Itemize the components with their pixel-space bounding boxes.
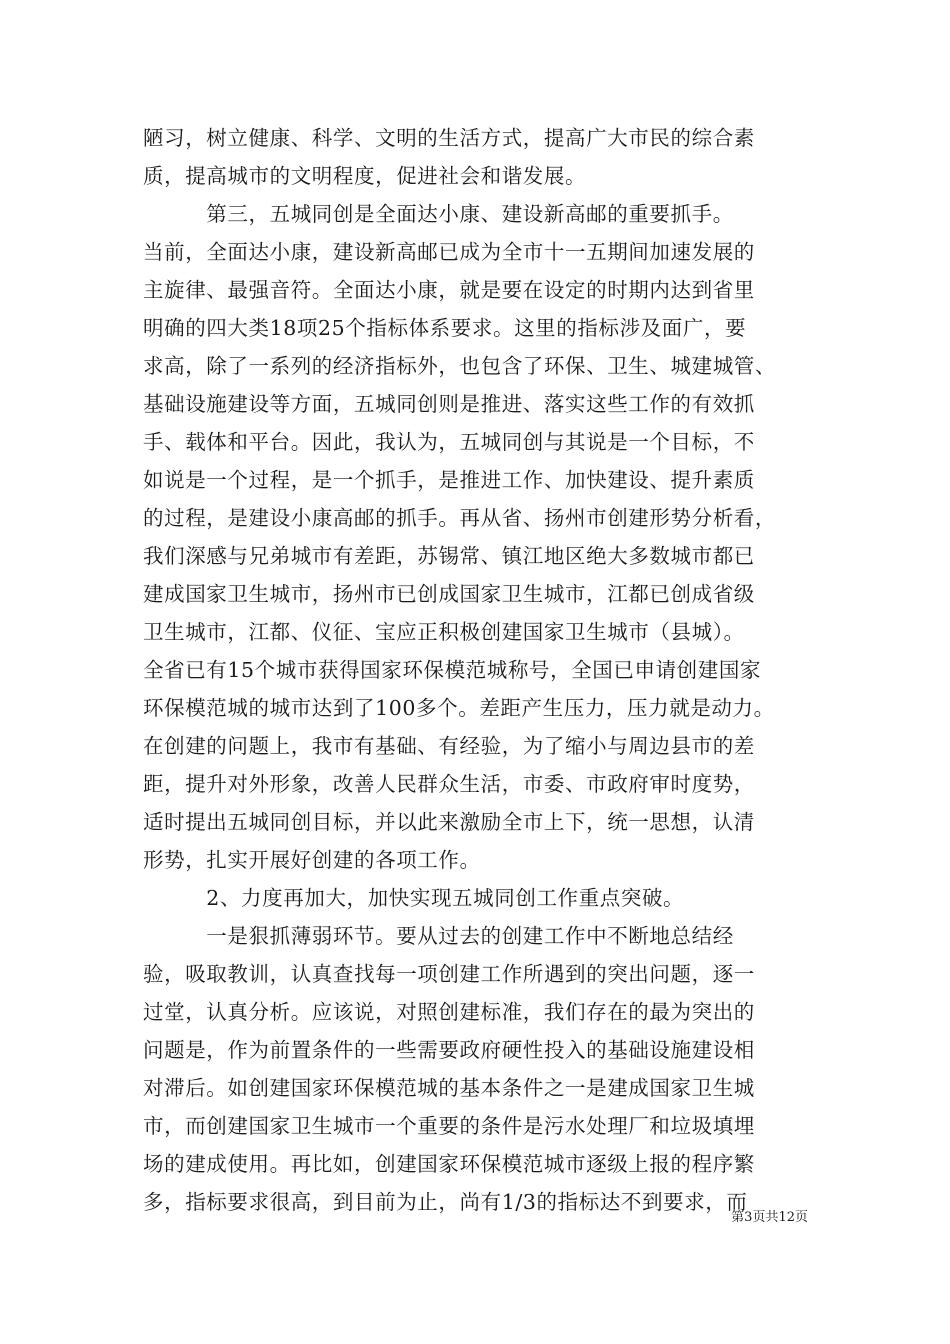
text-line: 卫生城市，江都、仪征、宝应正积极创建国家卫生城市（县城）。	[143, 620, 745, 644]
text-line: 形势，扎实开展好创建的各项工作。	[143, 848, 481, 872]
text-line: 第三，五城同创是全面达小康、建设新高邮的重要抓手。	[143, 202, 734, 226]
text-line: 我们深感与兄弟城市有差距，苏锡常、镇江地区绝大多数城市都已	[143, 544, 755, 568]
text-line: 场的建成使用。再比如，创建国家环保模范城市逐级上报的程序繁	[143, 1152, 755, 1176]
text-line: 市，而创建国家卫生城市一个重要的条件是污水处理厂和垃圾填埋	[143, 1114, 755, 1138]
text-line: 手、载体和平台。因此，我认为，五城同创与其说是一个目标，不	[143, 430, 755, 454]
text-line: 距，提升对外形象，改善人民群众生活，市委、市政府审时度势，	[143, 772, 755, 796]
text-line: 求高，除了一系列的经济指标外，也包含了环保、卫生、城建城管、	[143, 354, 776, 378]
text-line: 过堂，认真分析。应该说，对照创建标准，我们存在的最为突出的	[143, 1000, 755, 1024]
text-line: 多，指标要求很高，到目前为止，尚有1/3的指标达不到要求，而	[143, 1190, 748, 1214]
text-line: 质，提高城市的文明程度，促进社会和谐发展。	[143, 164, 587, 188]
text-line: 建成国家卫生城市，扬州市已创成国家卫生城市，江都已创成省级	[143, 582, 755, 606]
text-line: 主旋律、最强音符。全面达小康，就是要在设定的时期内达到省里	[143, 278, 755, 302]
text-line: 一是狠抓薄弱环节。要从过去的创建工作中不断地总结经	[143, 924, 734, 948]
text-line: 环保模范城的城市达到了100多个。差距产生压力，压力就是动力。	[143, 696, 775, 720]
page-number-footer: 第3页共12页	[731, 1210, 808, 1225]
text-line: 陋习，树立健康、科学、文明的生活方式，提高广大市民的综合素	[143, 126, 755, 150]
text-line: 当前，全面达小康，建设新高邮已成为全市十一五期间加速发展的	[143, 240, 755, 264]
text-line: 全省已有15个城市获得国家环保模范城称号，全国已申请创建国家	[143, 658, 762, 682]
text-line: 问题是，作为前置条件的一些需要政府硬性投入的基础设施建设相	[143, 1038, 755, 1062]
text-line: 验，吸取教训，认真查找每一项创建工作所遇到的突出问题，逐一	[143, 962, 755, 986]
text-line: 如说是一个过程，是一个抓手，是推进工作、加快建设、提升素质	[143, 468, 755, 492]
text-line: 明确的四大类18项25个指标体系要求。这里的指标涉及面广，要	[143, 316, 747, 340]
text-line: 适时提出五城同创目标，并以此来激励全市上下，统一思想，认清	[143, 810, 755, 834]
text-line: 在创建的问题上，我市有基础、有经验，为了缩小与周边县市的差	[143, 734, 755, 758]
text-line: 基础设施建设等方面，五城同创则是推进、落实这些工作的有效抓	[143, 392, 755, 416]
text-line: 对滞后。如创建国家环保模范城的基本条件之一是建成国家卫生城	[143, 1076, 755, 1100]
text-line: 的过程，是建设小康高邮的抓手。再从省、扬州市创建形势分析看，	[143, 506, 776, 530]
section-heading: 2、力度再加大，加快实现五城同创工作重点突破。	[143, 886, 685, 910]
